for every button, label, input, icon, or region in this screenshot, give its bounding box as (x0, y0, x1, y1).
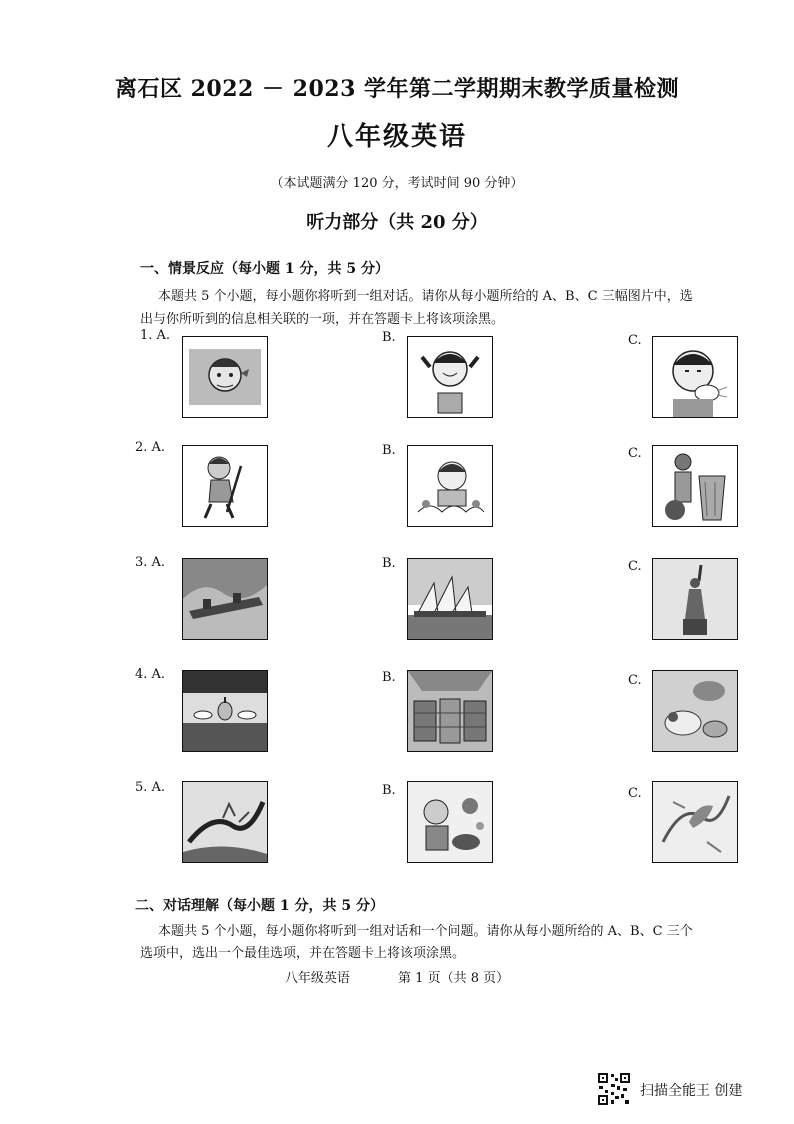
part2-instructions-line1: 本题共 5 个小题，每小题你将听到一组对话和一个问题。请你从每小题所给的 A、B、C 三个 (158, 924, 693, 939)
q5-option-c-label: C. (628, 786, 642, 801)
question-1-label: 1. A. (140, 328, 171, 343)
question-4-label: 4. A. (135, 667, 166, 682)
q1-option-b-label: B. (382, 330, 396, 345)
q5-option-b-label: B. (382, 783, 396, 798)
exam-title: 离石区 2022 － 2023 学年第二学期期末教学质量检测 (114, 76, 680, 102)
q1-option-b-picture[interactable] (407, 336, 493, 418)
exam-subject-title: 八年级英语 (326, 122, 467, 152)
footer-page-number: 第 1 页（共 8 页） (398, 971, 510, 986)
q1-option-c-picture[interactable] (652, 336, 738, 418)
q1-option-c-label: C. (628, 333, 642, 348)
q5-option-a-picture[interactable] (182, 781, 268, 863)
q2-option-b-label: B. (382, 443, 396, 458)
footer-subject: 八年级英语 (284, 971, 350, 986)
part2-title: 二、对话理解（每小题 1 分，共 5 分） (135, 898, 384, 914)
question-2-label: 2. A. (135, 440, 166, 455)
q4-option-c-picture[interactable] (652, 670, 738, 752)
q4-option-b-picture[interactable] (407, 670, 493, 752)
q4-option-c-label: C. (628, 673, 642, 688)
q2-option-b-picture[interactable] (407, 445, 493, 527)
q3-option-b-label: B. (382, 556, 396, 571)
part1-instructions-line1: 本题共 5 个小题，每小题你将听到一组对话。请你从每小题所给的 A、B、C 三幅图片中，选 (158, 289, 693, 304)
q4-option-b-label: B. (382, 670, 396, 685)
q1-option-a-picture[interactable] (182, 336, 268, 418)
question-3-label: 3. A. (135, 555, 166, 570)
page-footer (0, 967, 794, 986)
q2-option-a-picture[interactable] (182, 445, 268, 527)
listening-section-heading: 听力部分（共 20 分） (306, 212, 488, 233)
q3-option-c-label: C. (628, 559, 642, 574)
question-5-label: 5. A. (135, 780, 166, 795)
q2-option-c-picture[interactable] (652, 445, 738, 527)
q3-option-a-picture[interactable] (182, 558, 268, 640)
q4-option-a-picture[interactable] (182, 670, 268, 752)
part2-instructions-line2: 选项中，选出一个最佳选项，并在答题卡上将该项涂黑。 (140, 946, 466, 961)
part1-instructions-line2: 出与你所听到的信息相关联的一项，并在答题卡上将该项涂黑。 (140, 312, 505, 327)
q5-option-c-picture[interactable] (652, 781, 738, 863)
q5-option-b-picture[interactable] (407, 781, 493, 863)
scanner-watermark-text: 扫描全能王 创建 (640, 1083, 743, 1099)
q2-option-c-label: C. (628, 446, 642, 461)
exam-note: （本试题满分 120 分，考试时间 90 分钟） (270, 176, 524, 191)
q3-option-b-picture[interactable] (407, 558, 493, 640)
q3-option-c-picture[interactable] (652, 558, 738, 640)
qr-code-icon (597, 1072, 631, 1106)
part1-title: 一、情景反应（每小题 1 分，共 5 分） (140, 261, 389, 277)
